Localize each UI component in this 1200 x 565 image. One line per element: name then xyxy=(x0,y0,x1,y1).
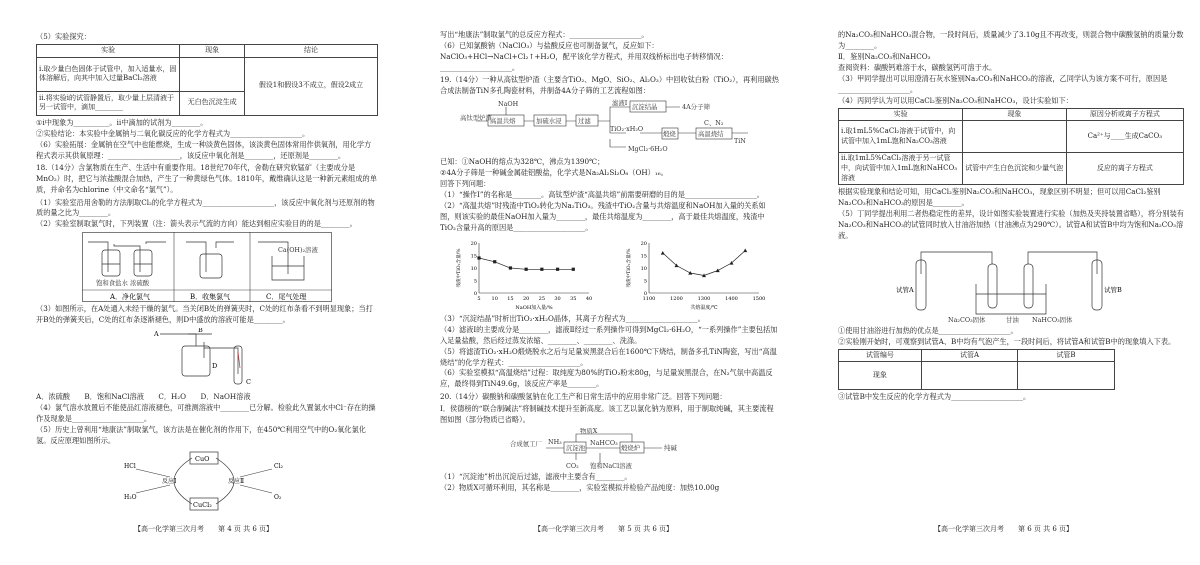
x-axis-label: NaOH加入量/% xyxy=(515,304,553,311)
data-point xyxy=(661,251,665,255)
table-header: 试管A xyxy=(921,349,1018,362)
table-header: 试管B xyxy=(1018,349,1115,362)
text-line: 已知：①NaOH的熔点为328℃，沸点为1390℃； xyxy=(440,157,605,167)
question-18: 18.（14分）含氯物质在生产、生活中有重要作用。18世纪70年代，舍勒在研究软锰矿（主要成分是MnO₂）时，把它与浓盐酸混合加热，产生了一种黄绿色气体。1810年，戴维确认这是一种新元素组成的单质，并命名为chlorine（中文命名“氯气”）。 xyxy=(36,163,377,194)
flow2-x: 物质X xyxy=(580,428,598,436)
footer-page-4: 【高一化学第三次月考 第 4 页 共 6 页】 xyxy=(134,525,274,533)
x-tick-label: 40 xyxy=(585,295,593,302)
chart-naoh xyxy=(455,237,595,311)
flow-step4: 沉淀结晶 xyxy=(632,103,658,112)
x-tick-label: 5 xyxy=(477,295,481,302)
gas-washing-bottles xyxy=(88,242,166,276)
process-flow-diagram xyxy=(460,99,760,155)
flow-step5: 煅烧 xyxy=(663,130,676,139)
flow-step6: 高温烧结 xyxy=(698,130,724,139)
y-tick-label: 0 xyxy=(473,290,477,297)
solid-na2co3-label: Na₂CO₃固体 xyxy=(948,315,986,324)
option-c: C．H₂O xyxy=(158,392,187,402)
data-point xyxy=(477,256,480,259)
y-tick-label: 10 xyxy=(640,265,647,272)
table-cell: ⅱ.取1mL5%CaCl₂溶液于另一试管中，向试管中加入1mL饱和NaHCO₃溶液 xyxy=(839,153,963,185)
h2o-label: H₂O xyxy=(124,493,137,501)
table-cell: Ca²⁺与____生成CaCO₃ xyxy=(1066,121,1183,153)
text-line: ①使用甘油浴进行加热的优点是____________________。 xyxy=(838,325,1018,335)
text-line: （1）“操作Ⅰ”的名称是________。高钛型炉渣“高温共熔”前需要研磨的目的是____________________。 xyxy=(440,190,764,200)
option-b: B．饱和NaCl溶液 xyxy=(84,392,144,402)
flow-tin: TiN xyxy=(734,137,746,146)
text-line: （4）滤液Ⅰ的主要成分是________，滤液Ⅱ经过一系列操作可得到MgCl₂·6H₂O，“一系列操作”主要包括加入足量盐酸，然后经过蒸发浓缩、________、________、洗涤。 xyxy=(440,324,778,345)
x-tick-label: 1500 xyxy=(752,295,765,302)
table-header: 原因分析或离子方程式 xyxy=(1066,108,1183,121)
text-line: 查阅资料：碳酸钙难溶于水，碳酸氢钙可溶于水。 xyxy=(838,62,997,72)
series-line xyxy=(479,258,573,269)
fig-c-label: C．尾气处理 xyxy=(266,293,307,302)
x-tick-label: 35 xyxy=(570,295,577,302)
table-cell: ⅱ.将实验ⅰ的试管静置后，取少量上层清液于另一试管中，滴加________ xyxy=(37,91,180,115)
data-point xyxy=(509,266,512,269)
y-tick-label: 10 xyxy=(470,265,477,272)
column-page-6 xyxy=(838,30,1184,403)
footer-page-5: 【高一化学第三次月考 第 5 页 共 6 页】 xyxy=(534,525,674,533)
heating-apparatus xyxy=(896,244,1126,324)
table-header: 试管编号 xyxy=(839,349,922,362)
fig-a-sub: 饱和食盐水 浓硫酸 xyxy=(96,279,150,288)
y-axis-label: 残渣中TiO₂含量/% xyxy=(627,248,632,288)
x-tick-label: 1300 xyxy=(697,295,711,302)
series-line xyxy=(663,250,746,275)
flow-step2: 加硫水浸 xyxy=(536,117,562,126)
text-line: （4）氯气溶水放置后不能使品红溶液褪色，可推测溶液中________已分解。检验此久置氯水中Cl⁻存在的操作及现象是____________________。 xyxy=(36,403,376,424)
x-tick-label: 25 xyxy=(538,295,546,302)
table-cell: 无白色沉淀生成 xyxy=(180,91,245,115)
flow2-nh3: NH₃ xyxy=(548,438,562,447)
experiment-table-1 xyxy=(36,44,378,116)
text-line: （5）历史上曾利用“地康法”制取氯气，该方法是在催化剂的作用下，在450℃利用空气中的O₂氧化氯化氢。反应原理如图所示。 xyxy=(36,425,366,445)
label-a: A xyxy=(154,330,159,339)
table-cell: ⅰ.取少量白色固体于试管中，加入适量水，固体溶解后，向其中加入过量BaCl₂溶液 xyxy=(37,57,180,91)
charts-row xyxy=(440,237,780,311)
experiment-table-2 xyxy=(838,108,1184,186)
option-d: D．NaOH溶液 xyxy=(200,392,251,402)
text-line: Ⅱ．鉴别Na₂CO₃和NaHCO₃ xyxy=(838,51,931,61)
flow-step1: 高温共熔 xyxy=(490,117,516,126)
reaction-1-label: 反应Ⅰ xyxy=(162,477,177,485)
text-line: （3）甲同学提出可以用澄清石灰水鉴别Na₂CO₃和NaHCO₃的溶液，乙同学认为该方案不可行，原因是____________________。 xyxy=(838,73,1168,94)
flow-raw: 高钛型炉渣 xyxy=(460,114,492,123)
reaction-2-label: 反应Ⅱ xyxy=(228,477,245,485)
apparatus-figure-abc xyxy=(82,232,332,302)
table-cell: 现象 xyxy=(839,362,922,390)
text-line: （1）实验室沿用舍勒的方法制取Cl₂的化学方程式为____________________，该反应中氧化剂与还原剂的物质的量之比为________。 xyxy=(36,197,375,218)
text-line: 的Na₂CO₃和NaHCO₃混合物，一段时间后，质量减少了3.10g且不再改变，则混合物中碳酸氢钠的质量分数为________。 xyxy=(838,30,1184,50)
tube-b-label: 试管B xyxy=(1104,285,1122,294)
text-line: 根据实验现象和结论可知，用CaCl₂鉴别Na₂CO₃和NaHCO₃，现象区别不明显；但可以用CaCl₂鉴别Na₂CO₃和NaHCO₃的原因是________。 xyxy=(838,187,1161,208)
observation-table xyxy=(838,349,1115,391)
cycle-diagram xyxy=(122,449,292,515)
text-line: Ⅰ．侯德榜的“联合制碱法”将制碱技术提升至新高度。该工艺以氯化钠为原料，用于制取纯碱，其主要流程图如图（部分物质已省略）。 xyxy=(440,404,774,425)
y-tick-label: 20 xyxy=(640,240,647,247)
tube-a-label: 试管A xyxy=(896,285,914,294)
apparatus-figure-abcd xyxy=(152,328,262,390)
text-line: ②实验结论：本实验中金属钠与二氧化碳反应的化学方程式为____________________。 xyxy=(36,128,310,138)
flow2-source: 合成氨工厂 xyxy=(510,440,542,449)
text-line: ②4A分子筛是一种碱金属硅铝酸盐，化学式是Na₂Al₂Si₂O₈（OH）₁₆。 xyxy=(440,168,668,178)
flow2-co2: CO₂ xyxy=(566,462,579,471)
footer-page-6: 【高一化学第三次月考 第 6 页 共 6 页】 xyxy=(934,525,1074,533)
data-point xyxy=(716,268,720,272)
solid-nahco3-label: NaHCO₃固体 xyxy=(1032,315,1073,324)
table-cell xyxy=(1018,362,1115,390)
flow2-nacl: 饱和NaCl溶液 xyxy=(590,462,632,471)
q5-title: （5）实验探究： xyxy=(36,31,91,41)
chart-temperature xyxy=(625,237,765,311)
collecting-bottle xyxy=(186,242,234,278)
fig-a-label: A．净化氯气 xyxy=(110,293,151,302)
data-point xyxy=(743,248,747,252)
table-header: 现象 xyxy=(963,108,1067,121)
soda-process-diagram xyxy=(510,428,710,470)
text-line: （3）“沉淀结晶”时析出TiO₂·xH₂O晶体，其离子方程式为____________________。 xyxy=(440,313,705,323)
option-a: A．浓硫酸 xyxy=(36,392,70,402)
question-20: 20.（14分）碳酸钠和碳酸氢钠在化工生产和日常生活中的应用非常广泛。回答下列问题： xyxy=(440,391,727,401)
x-tick-label: 10 xyxy=(491,295,498,302)
data-point xyxy=(540,267,543,270)
label-b: B xyxy=(198,328,203,335)
table-header: 实验 xyxy=(37,45,180,58)
options-line xyxy=(36,392,378,403)
data-point xyxy=(556,267,559,270)
table-cell: 反应的离子方程式 xyxy=(1066,153,1183,185)
table-cell xyxy=(180,57,245,91)
text-line: （5）将滤渣TiO₂·xH₂O煅烧脱水之后与足量炭黑混合后在1600℃下烧结，制备多孔TiN陶瓷，写出“高温烧结”的化学方程式：____________________。 xyxy=(440,346,777,367)
table-cell: 试管中产生白色沉淀和少量气泡 xyxy=(963,153,1067,185)
table-cell: ⅰ.取1mL5%CaCl₂溶液于试管中，向试管中加入1mL饱和Na₂CO₃溶液 xyxy=(839,121,963,153)
hcl-label: HCl xyxy=(124,462,136,470)
text-line: （6）实验拓展：金属钠在空气中也能燃烧，生成一种淡黄色固体，该淡黄色固体常用作供氧剂，用化学方程式表示其供氧原理：____________________，该反应中氧化剂是________，还原剂是________。 xyxy=(36,139,372,160)
label-d: D xyxy=(212,362,218,371)
text-line: （1）“沉淀池”析出沉淀后过滤，滤液中主要含有________。 xyxy=(440,472,632,482)
text-line: ②实验刚开始时，可观察到试管A、B中均有气泡产生，一段时间后，将试管A和试管B中的现象填入下表。 xyxy=(838,336,1176,346)
flow2-product: 纯碱 xyxy=(664,444,677,453)
y-tick-label: 15 xyxy=(640,253,647,260)
flow-cn: C、N₂ xyxy=(704,119,724,128)
text-line: 写出“地康法”制取氯气的总反应方程式：____________________。 xyxy=(440,30,649,39)
table-header: 结论 xyxy=(245,45,378,58)
x-tick-label: 30 xyxy=(554,295,561,302)
data-point xyxy=(572,267,575,270)
text-line: （6）实验室模拟“高温烧结”过程：取纯度为80%的TiO₂粉末80g，与足量炭黑混合，在N₂气氛中高温反应，最终得到TiN49.6g，该反应产率是________。 xyxy=(440,368,773,389)
axes xyxy=(455,241,592,311)
text-line: ③试管B中发生反应的化学方程式为____________________。 xyxy=(838,392,1031,402)
text-line: （2）实验室制取氯气时，下列装置（注：箭头表示气流的方向）能达到相应实验目的的是________。 xyxy=(36,219,357,229)
data-point xyxy=(493,260,496,263)
flow-step3: 过滤 xyxy=(578,117,591,126)
question-19: 19.（14分）一种从高钛型炉渣（主要含TiO₂、MgO、SiO₂、Al₂O₃）中回收钛白粉（TiO₂），再利用碳热合成法制备TiN多孔陶瓷材料，并制备4A分子筛的工艺流程如图： xyxy=(440,75,779,96)
x-tick-label: 1200 xyxy=(670,295,683,302)
label-c: C xyxy=(246,378,251,387)
glycerol-label: 甘油 xyxy=(1006,315,1019,324)
text-line: （2）“高温共熔”时残渣中TiO₂转化为Na₂TiO₃。残渣中TiO₂含量与共熔温度和NaOH加入量的关系如图，则该实验的最佳NaOH加入量为________，最佳共熔温度为________，高于最佳共熔温度，残渣中TiO₂含量升高的原因是____________________。 xyxy=(440,200,766,232)
flow-tio2: TiO₂·xH₂O xyxy=(610,125,644,134)
cuo-label: CuO xyxy=(195,454,210,463)
text-line: ①ⅰ中现象为__________。ⅱ中滴加的试剂为________。 xyxy=(36,117,208,127)
table-cell: 假设1和假设3不成立，假设2成立 xyxy=(245,57,378,115)
y-tick-label: 5 xyxy=(473,278,477,285)
cucl2-label: CuCl₂ xyxy=(193,500,212,509)
text-line: （6）已知氯酸钠（NaClO₃）与盐酸反应也可制备氯气，反应如下：NaClO₃+HCl→NaCl+Cl₂↑+H₂O，配平该化学方程式，并用双线桥标出电子转移情况：____________________。 xyxy=(440,40,728,72)
text-line: 回答下列问题： xyxy=(440,179,491,189)
flow2-calciner: 煅烧炉 xyxy=(621,444,641,453)
table-header: 现象 xyxy=(180,45,245,58)
y-tick-label: 5 xyxy=(643,278,647,285)
cl2-label: Cl₂ xyxy=(274,462,283,470)
x-tick-label: 1100 xyxy=(642,295,656,302)
text-line: （5）丁同学提出利用二者热稳定性的差异，设计如图实验装置进行实验（加热及夹持装置省略），将分别装有Na₂CO₃和NaHCO₃的试管同时放入甘油浴加热（甘油沸点为290℃）。试管A和试管B中均为饱和Na₂CO₃溶液。 xyxy=(838,209,1184,240)
o2-label: O₂ xyxy=(274,493,282,501)
flow-filtrate-1: 滤液Ⅰ xyxy=(612,99,628,108)
text-line: （4）丙同学认为可以用CaCl₂鉴别Na₂CO₃和NaHCO₃，设计实验如下： xyxy=(838,95,1073,105)
data-point xyxy=(525,267,528,270)
flow2-nahco3: NaHCO₃ xyxy=(590,439,618,448)
fig-b-label: B．收集氯气 xyxy=(190,293,231,302)
flow-mgcl2: MgCl₂·6H₂O xyxy=(628,145,668,154)
column-page-4 xyxy=(36,30,378,517)
table-cell xyxy=(921,362,1018,390)
flow-molsieve: 4A分子筛 xyxy=(682,103,710,112)
x-tick-label: 20 xyxy=(522,295,530,302)
flow2-sink: 沉淀池 xyxy=(566,444,586,453)
fig-c-sub: Ca(OH)₂溶液 xyxy=(278,246,318,255)
table-header: 实验 xyxy=(839,108,963,121)
x-tick-label: 1400 xyxy=(725,295,738,302)
y-tick-label: 15 xyxy=(470,253,477,260)
table-cell xyxy=(963,121,1067,153)
y-tick-label: 20 xyxy=(470,240,477,247)
flow-naoh: NaOH xyxy=(498,100,519,109)
x-axis-label: 共熔温度/℃ xyxy=(690,304,718,311)
y-tick-label: 0 xyxy=(643,290,647,297)
column-page-5 xyxy=(440,30,780,494)
x-tick-label: 15 xyxy=(507,295,514,302)
y-axis-label: 残渣中TiO₂含量/% xyxy=(457,248,462,288)
text-line: （2）物质X可循环利用，其名称是________，实验室模拟并检验产品纯度：加热10.00g xyxy=(440,483,720,493)
text-line: （3）如图所示，在A处通入未经干燥的氯气。当关闭B处的弹簧夹时，C处的红布条看不到明显现象；当打开B处的弹簧夹后，C处的红布条逐渐褪色，则D中盛放的溶液可能是________。 xyxy=(36,304,373,325)
data-point xyxy=(688,271,692,275)
